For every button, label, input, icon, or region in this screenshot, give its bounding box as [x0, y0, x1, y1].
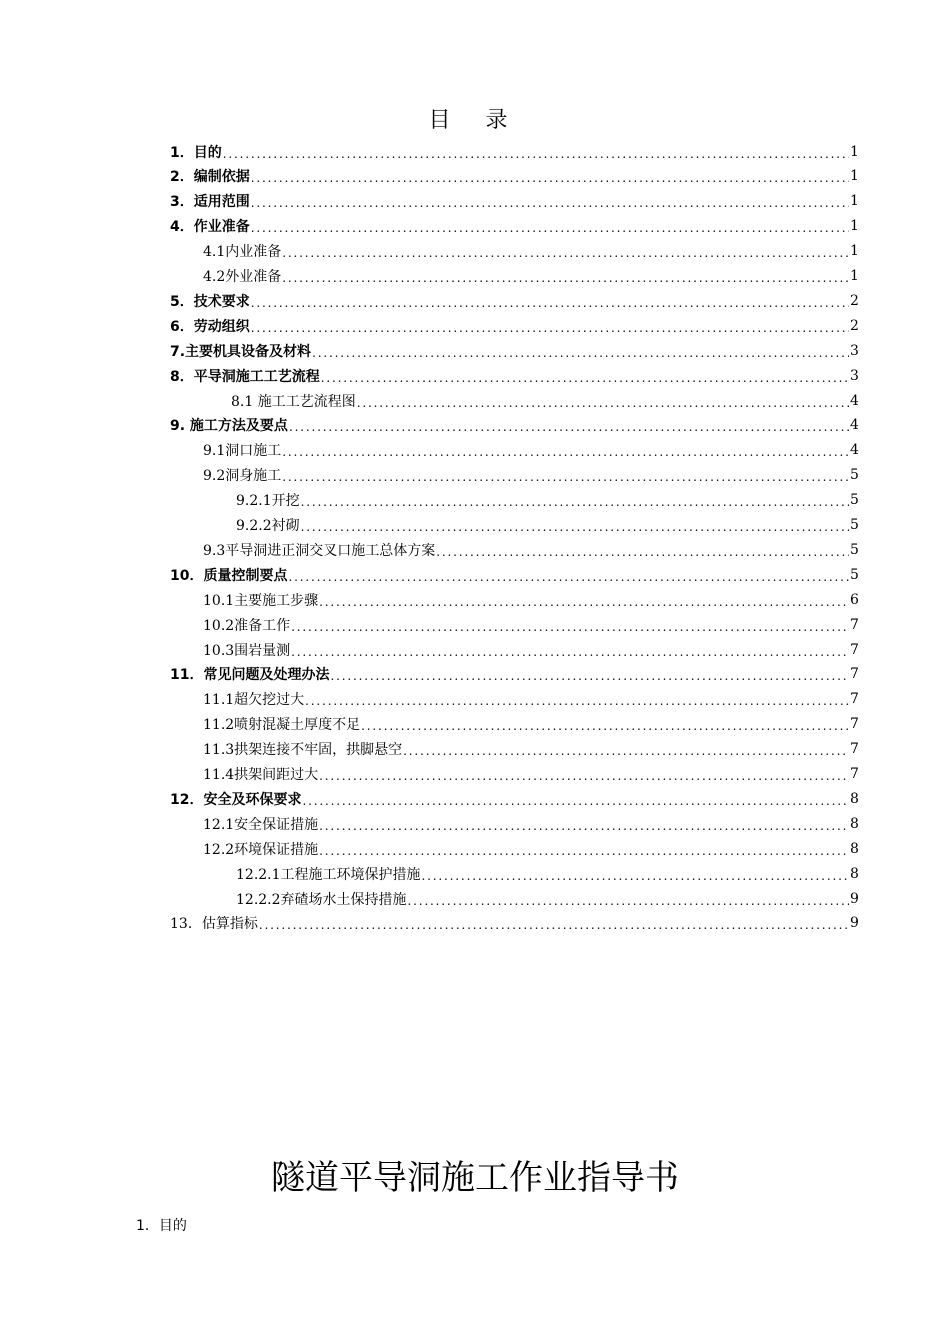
- toc-entry-label: 1．目的: [170, 144, 222, 161]
- toc-entry-page: 7: [850, 716, 859, 733]
- toc-entry-page: 3: [850, 342, 859, 359]
- toc-leader-dots: [289, 420, 849, 434]
- toc-entry[interactable]: [203, 836, 858, 861]
- toc-entry-page: 4: [850, 417, 859, 434]
- toc-entry-page: 1: [850, 143, 859, 160]
- toc-entry[interactable]: [203, 612, 858, 637]
- toc-title: 目 录: [428, 108, 522, 133]
- toc-entry-page: 7: [850, 691, 859, 708]
- toc-entry[interactable]: [170, 313, 858, 338]
- toc-entry-label: 9.2.2衬砌: [236, 518, 300, 534]
- toc-entry-label: 10.2准备工作: [203, 617, 291, 634]
- toc-entry[interactable]: [170, 214, 858, 239]
- toc-entry[interactable]: [231, 388, 858, 413]
- toc-entry[interactable]: [170, 562, 858, 587]
- toc-entry-page: 8: [850, 840, 859, 857]
- toc-entry-page: 6: [850, 591, 859, 608]
- toc-leader-dots: [319, 595, 849, 609]
- toc-entry[interactable]: [203, 463, 858, 488]
- toc-entry-page: 9: [850, 915, 859, 932]
- toc-entry-label: 12．安全及环保要求: [170, 791, 302, 808]
- toc-entry-page: 1: [850, 243, 859, 260]
- toc-leader-dots: [436, 545, 849, 559]
- toc-entry-label: 10.3围岩量测: [203, 642, 291, 659]
- toc-leader-dots: [301, 520, 849, 534]
- toc-leader-dots: [403, 744, 849, 758]
- toc-entry[interactable]: [236, 513, 858, 538]
- toc-entry-page: 1: [850, 168, 859, 185]
- toc-entry-page: 7: [850, 741, 859, 758]
- toc-leader-dots: [282, 470, 849, 484]
- toc-entry[interactable]: [203, 587, 858, 612]
- toc-leader-dots: [361, 719, 849, 733]
- toc-entry-page: 5: [850, 492, 859, 509]
- toc-leader-dots: [319, 844, 849, 858]
- toc-leader-dots: [301, 495, 849, 509]
- toc-entry[interactable]: [170, 786, 858, 811]
- document-title: 隧道平导洞施工作业指导书: [271, 1158, 679, 1198]
- toc-leader-dots: [282, 271, 849, 285]
- toc-entry-label: 13．估算指标: [170, 916, 258, 933]
- toc-entry-page: 8: [850, 790, 859, 807]
- toc-leader-dots: [291, 620, 849, 634]
- section-heading-purpose: 1．目的: [136, 1218, 187, 1234]
- toc-entry-label: 12.2.2弃碴场水土保持措施: [236, 891, 407, 908]
- toc-leader-dots: [251, 196, 849, 210]
- toc-entry-label: 10.1主要施工步骤: [203, 592, 319, 609]
- toc-entry-label: 4.1内业准备: [203, 244, 282, 261]
- toc-entry-page: 4: [850, 392, 859, 409]
- toc-entry-label: 12.2环境保证措施: [203, 841, 319, 858]
- toc-entry-page: 5: [850, 566, 859, 583]
- toc-entry-page: 3: [850, 367, 859, 384]
- toc-entry-label: 9.1洞口施工: [203, 443, 282, 460]
- toc-entry[interactable]: [203, 239, 858, 264]
- toc-entry[interactable]: [170, 288, 858, 313]
- toc-entry[interactable]: [203, 637, 858, 662]
- toc-entry-label: 4．作业准备: [170, 219, 250, 236]
- toc-leader-dots: [291, 645, 849, 659]
- toc-leader-dots: [422, 869, 849, 883]
- toc-leader-dots: [357, 396, 849, 410]
- toc-leader-dots: [319, 819, 849, 833]
- toc-entry-page: 5: [850, 467, 859, 484]
- toc-entry[interactable]: [170, 189, 858, 214]
- toc-entry-label: 12.2.1工程施工环境保护措施: [236, 866, 421, 883]
- toc-entry-label: 9.2.1开挖: [236, 493, 300, 510]
- toc-leader-dots: [223, 147, 849, 161]
- toc-entry[interactable]: [236, 861, 858, 886]
- toc-entry-page: 2: [850, 292, 859, 309]
- toc-entry-page: 5: [850, 517, 859, 533]
- toc-entry-label: 4.2外业准备: [203, 269, 282, 285]
- toc-leader-dots: [251, 296, 849, 310]
- toc-entry[interactable]: [236, 886, 858, 911]
- toc-entry-page: 7: [850, 641, 859, 658]
- toc-leader-dots: [408, 894, 849, 908]
- toc-entry-label: 9. 施工方法及要点: [170, 418, 288, 435]
- toc-entry[interactable]: [170, 363, 858, 388]
- toc-entry-page: 5: [850, 541, 859, 558]
- toc-entry[interactable]: [170, 413, 858, 438]
- toc-entry-label: 2．编制依据: [170, 169, 250, 186]
- toc-entry-label: 8.1 施工工艺流程图: [231, 393, 356, 410]
- toc-entry-page: 7: [850, 766, 859, 782]
- toc-leader-dots: [251, 171, 849, 185]
- toc-entry[interactable]: [170, 164, 858, 189]
- toc-entry-label: 10．质量控制要点: [170, 567, 288, 584]
- toc-entry-page: 8: [850, 815, 859, 832]
- toc-entry[interactable]: [170, 911, 858, 936]
- toc-entry-page: 7: [850, 616, 859, 633]
- toc-entry-page: 2: [850, 317, 859, 334]
- toc-entry-label: 9.2洞身施工: [203, 468, 282, 485]
- toc-leader-dots: [330, 669, 849, 683]
- toc-entry[interactable]: [170, 662, 858, 687]
- toc-entry-page: 7: [850, 666, 859, 683]
- toc-entry-label: 11.3拱架连接不牢固，拱脚悬空: [203, 742, 403, 759]
- toc-entry[interactable]: [203, 537, 858, 562]
- toc-leader-dots: [251, 321, 849, 335]
- toc-leader-dots: [282, 445, 849, 459]
- toc-leader-dots: [259, 918, 849, 932]
- toc-leader-dots: [288, 570, 849, 584]
- toc-leader-dots: [302, 794, 849, 808]
- toc-entry[interactable]: [203, 811, 858, 836]
- toc-entry[interactable]: [203, 687, 858, 712]
- toc-entry[interactable]: [203, 737, 858, 762]
- toc-leader-dots: [282, 246, 849, 260]
- toc-entry-page: 8: [850, 865, 859, 882]
- toc-entry-label: 11.4拱架间距过大: [203, 767, 319, 783]
- toc-entry-label: 12.1安全保证措施: [203, 816, 319, 833]
- toc-entry[interactable]: [170, 139, 858, 164]
- toc-entry-page: 4: [850, 442, 859, 459]
- toc-entry[interactable]: [203, 264, 858, 289]
- toc-entry[interactable]: [170, 338, 858, 363]
- toc-entry-label: 7.主要机具设备及材料: [170, 343, 312, 360]
- toc-entry[interactable]: [236, 488, 858, 513]
- toc-entry[interactable]: [203, 438, 858, 463]
- toc-entry-page: 1: [850, 268, 859, 284]
- toc-entry[interactable]: [203, 762, 858, 787]
- toc-entry-label: 11.2喷射混凝土厚度不足: [203, 717, 361, 734]
- toc-entry-label: 11．常见问题及处理办法: [170, 667, 330, 684]
- toc-entry[interactable]: [203, 712, 858, 737]
- toc-entry-label: 9.3平导洞进正洞交叉口施工总体方案: [203, 542, 436, 559]
- toc-leader-dots: [251, 221, 849, 235]
- toc-entry-label: 6．劳动组织: [170, 318, 250, 335]
- toc-leader-dots: [321, 371, 849, 385]
- toc-entry-label: 11.1超欠挖过大: [203, 692, 305, 709]
- toc-leader-dots: [312, 346, 849, 360]
- toc-entry-label: 5．技术要求: [170, 293, 250, 310]
- toc-leader-dots: [319, 769, 849, 783]
- toc-leader-dots: [305, 694, 849, 708]
- toc-entry-label: 8．平导洞施工工艺流程: [170, 368, 320, 385]
- toc-entry-page: 9: [850, 890, 859, 907]
- toc-entry-label: 3．适用范围: [170, 194, 250, 211]
- toc-entry-page: 1: [850, 218, 859, 235]
- toc-entry-page: 1: [850, 193, 859, 210]
